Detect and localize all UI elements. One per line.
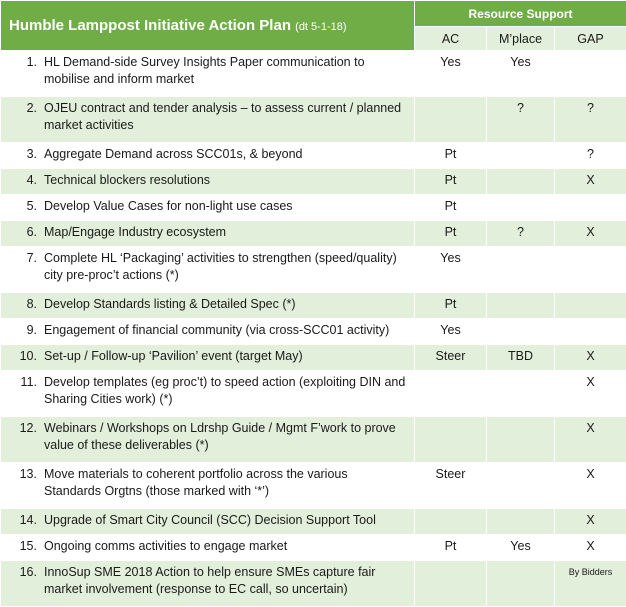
action-text: Develop Value Cases for non-light use cases bbox=[44, 198, 408, 215]
ac-value: Pt bbox=[415, 169, 487, 195]
table-row bbox=[1, 143, 626, 169]
action-number: 4. bbox=[1, 172, 44, 189]
action-cell bbox=[1, 371, 415, 417]
action-cell bbox=[1, 345, 415, 371]
action-text: Aggregate Demand across SCC01s, & beyond bbox=[44, 146, 408, 163]
table-row bbox=[1, 195, 626, 221]
ac-value: Yes bbox=[415, 319, 487, 345]
action-cell bbox=[1, 97, 415, 143]
action-number: 12. bbox=[1, 420, 44, 454]
title-date: (dt 5-1-18) bbox=[295, 21, 346, 33]
action-cell bbox=[1, 509, 415, 535]
action-cell bbox=[1, 561, 415, 607]
gap-value bbox=[555, 195, 626, 221]
action-number: 2. bbox=[1, 100, 44, 134]
action-cell bbox=[1, 535, 415, 561]
gap-value: X bbox=[555, 535, 626, 561]
table-row bbox=[1, 221, 626, 247]
ac-value bbox=[415, 561, 487, 607]
ac-value bbox=[415, 97, 487, 143]
action-cell bbox=[1, 463, 415, 509]
mplace-value bbox=[487, 143, 555, 169]
column-header-ac: AC bbox=[415, 27, 487, 51]
action-number: 10. bbox=[1, 348, 44, 365]
ac-value: Steer bbox=[415, 463, 487, 509]
ac-value: Pt bbox=[415, 143, 487, 169]
mplace-value: ? bbox=[487, 97, 555, 143]
action-text: Technical blockers resolutions bbox=[44, 172, 408, 189]
resource-support-header: Resource Support bbox=[415, 1, 626, 27]
action-cell bbox=[1, 417, 415, 463]
action-text: HL Demand-side Survey Insights Paper communication to mobilise and inform market bbox=[44, 54, 408, 88]
gap-value bbox=[555, 319, 626, 345]
ac-value: Pt bbox=[415, 195, 487, 221]
mplace-value bbox=[487, 417, 555, 463]
action-text: Map/Engage Industry ecosystem bbox=[44, 224, 408, 241]
table-row bbox=[1, 319, 626, 345]
column-header-mplace: M’place bbox=[487, 27, 555, 51]
mplace-value: TBD bbox=[487, 345, 555, 371]
gap-value: X bbox=[555, 509, 626, 535]
table-row bbox=[1, 97, 626, 143]
ac-value: Pt bbox=[415, 535, 487, 561]
gap-value: By Bidders bbox=[555, 561, 626, 607]
table-row bbox=[1, 169, 626, 195]
ac-value: Yes bbox=[415, 247, 487, 293]
action-cell bbox=[1, 319, 415, 345]
gap-value: ? bbox=[555, 97, 626, 143]
mplace-value bbox=[487, 247, 555, 293]
mplace-value bbox=[487, 169, 555, 195]
table-row bbox=[1, 345, 626, 371]
mplace-value bbox=[487, 561, 555, 607]
mplace-value bbox=[487, 371, 555, 417]
mplace-value bbox=[487, 463, 555, 509]
action-text: Complete HL ‘Packaging’ activities to strengthen (speed/quality) city pre-proc’t actions (*) bbox=[44, 250, 408, 284]
action-text: OJEU contract and tender analysis – to assess current / planned market activities bbox=[44, 100, 408, 134]
ac-value bbox=[415, 417, 487, 463]
action-number: 15. bbox=[1, 538, 44, 555]
action-text: Develop templates (eg proc’t) to speed action (exploiting DIN and Sharing Cities work) (*) bbox=[44, 374, 408, 408]
action-cell bbox=[1, 247, 415, 293]
column-header-gap: GAP bbox=[555, 27, 626, 51]
action-number: 7. bbox=[1, 250, 44, 284]
mplace-value bbox=[487, 319, 555, 345]
action-text: Move materials to coherent portfolio across the various Standards Orgtns (those marked with ‘*’) bbox=[44, 466, 408, 500]
action-cell bbox=[1, 169, 415, 195]
ac-value: Pt bbox=[415, 221, 487, 247]
gap-value bbox=[555, 247, 626, 293]
action-cell bbox=[1, 293, 415, 319]
mplace-value: Yes bbox=[487, 51, 555, 97]
action-number: 1. bbox=[1, 54, 44, 88]
table-row bbox=[1, 247, 626, 293]
gap-value: X bbox=[555, 463, 626, 509]
action-number: 3. bbox=[1, 146, 44, 163]
gap-value: X bbox=[555, 371, 626, 417]
action-number: 9. bbox=[1, 322, 44, 339]
action-text: Upgrade of Smart City Council (SCC) Decision Support Tool bbox=[44, 512, 408, 529]
action-cell bbox=[1, 143, 415, 169]
action-number: 8. bbox=[1, 296, 44, 313]
table-row bbox=[1, 293, 626, 319]
mplace-value: ? bbox=[487, 221, 555, 247]
mplace-value bbox=[487, 509, 555, 535]
table-title-cell bbox=[1, 1, 415, 51]
table-row bbox=[1, 535, 626, 561]
table-row bbox=[1, 463, 626, 509]
action-number: 11. bbox=[1, 374, 44, 408]
gap-value: ? bbox=[555, 143, 626, 169]
action-text: Engagement of financial community (via cross-SCC01 activity) bbox=[44, 322, 408, 339]
action-cell bbox=[1, 195, 415, 221]
table-row bbox=[1, 371, 626, 417]
mplace-value: Yes bbox=[487, 535, 555, 561]
mplace-value bbox=[487, 293, 555, 319]
action-text: Ongoing comms activities to engage market bbox=[44, 538, 408, 555]
action-number: 13. bbox=[1, 466, 44, 500]
gap-value: X bbox=[555, 417, 626, 463]
action-text: Set-up / Follow-up ‘Pavilion’ event (target May) bbox=[44, 348, 408, 365]
action-text: Webinars / Workshops on Ldrshp Guide / Mgmt F’work to prove value of these deliverables (*) bbox=[44, 420, 408, 454]
page-title: Humble Lamppost Initiative Action Plan bbox=[9, 17, 291, 34]
action-text: Develop Standards listing & Detailed Spec (*) bbox=[44, 296, 408, 313]
ac-value bbox=[415, 509, 487, 535]
action-number: 5. bbox=[1, 198, 44, 215]
ac-value: Pt bbox=[415, 293, 487, 319]
action-number: 16. bbox=[1, 564, 44, 598]
table-row bbox=[1, 51, 626, 97]
action-cell bbox=[1, 51, 415, 97]
gap-value bbox=[555, 51, 626, 97]
ac-value: Yes bbox=[415, 51, 487, 97]
action-cell bbox=[1, 221, 415, 247]
gap-value: X bbox=[555, 169, 626, 195]
ac-value: Steer bbox=[415, 345, 487, 371]
mplace-value bbox=[487, 195, 555, 221]
table-row bbox=[1, 561, 626, 607]
action-number: 14. bbox=[1, 512, 44, 529]
gap-value bbox=[555, 293, 626, 319]
table-row bbox=[1, 509, 626, 535]
action-number: 6. bbox=[1, 224, 44, 241]
table-row bbox=[1, 417, 626, 463]
ac-value bbox=[415, 371, 487, 417]
gap-value: X bbox=[555, 345, 626, 371]
action-text: InnoSup SME 2018 Action to help ensure SMEs capture fair market involvement (response to EC call, so uncertain) bbox=[44, 564, 408, 598]
gap-value: X bbox=[555, 221, 626, 247]
